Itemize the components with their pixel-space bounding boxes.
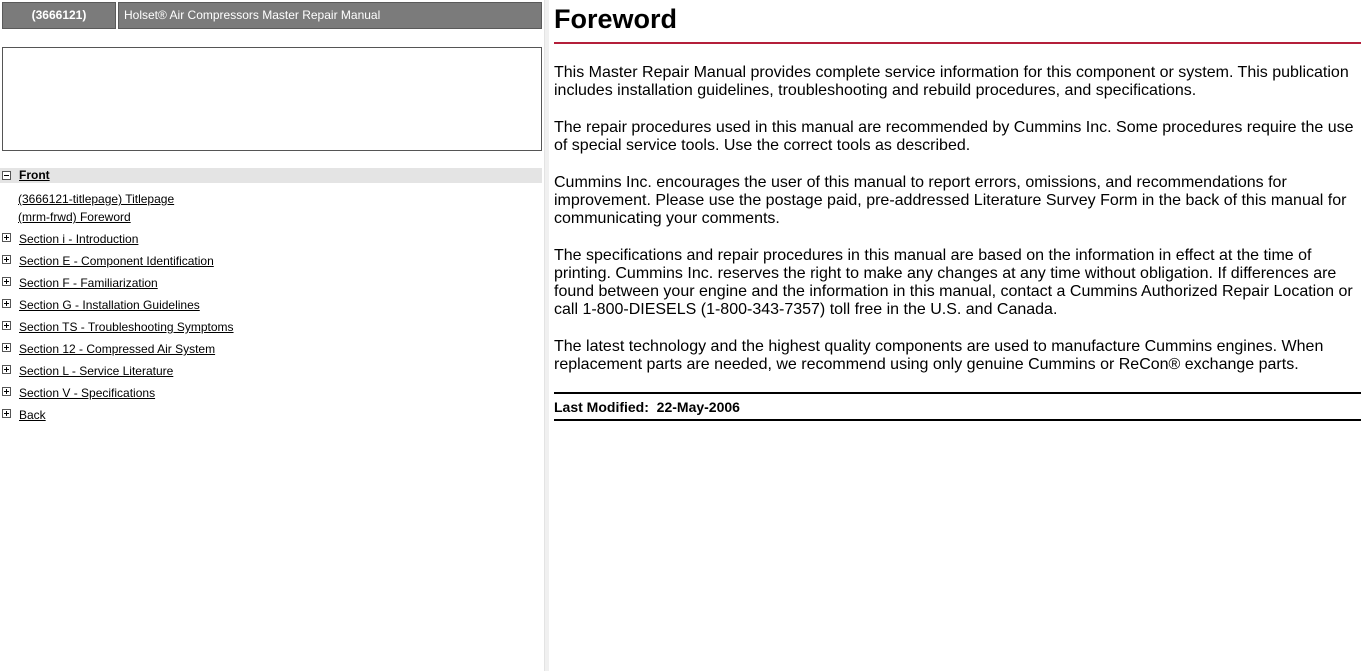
toc-link-section-i[interactable]: Section i - Introduction (19, 232, 139, 246)
toc-subitem-foreword[interactable] (0, 208, 542, 226)
toc-item-back[interactable] (0, 407, 542, 429)
toc-link-titlepage[interactable]: (3666121-titlepage) Titlepage (18, 192, 175, 206)
footer-rule (554, 392, 1361, 394)
toc-item-front[interactable] (0, 168, 542, 183)
expand-icon[interactable] (2, 299, 11, 308)
paragraph: The latest technology and the highest quality components are used to manufacture Cummins engines. When replacement parts are needed, we recommend using only genuine Cummins or ReCon® exchange parts. (554, 338, 1324, 373)
expand-icon[interactable] (2, 409, 11, 418)
page-title: Foreword (554, 4, 678, 34)
toc-item-section-12[interactable] (0, 341, 542, 363)
toc-link-section-ts[interactable]: Section TS - Troubleshooting Symptoms (19, 320, 234, 334)
toc-link-front[interactable]: Front (19, 168, 50, 182)
toc-link-section-f[interactable]: Section F - Familiarization (19, 276, 158, 290)
toc-link-section-e[interactable]: Section E - Component Identification (19, 254, 214, 268)
expand-icon[interactable] (2, 255, 11, 264)
document-number: (3666121) (2, 2, 116, 29)
paragraph: This Master Repair Manual provides complete service information for this component or system. This publication includes installation guidelines, troubleshooting and rebuild procedures, and specifications. (554, 64, 1349, 99)
paragraph: The repair procedures used in this manual are recommended by Cummins Inc. Some procedures require the use of special service tools. Use the correct tools as described. (554, 119, 1354, 154)
last-modified (554, 399, 740, 415)
expand-icon[interactable] (2, 365, 11, 374)
collapse-icon[interactable] (2, 171, 11, 180)
last-modified-date: 22-May-2006 (656, 399, 740, 415)
footer-rule (554, 419, 1361, 421)
toc-item-section-g[interactable] (0, 297, 542, 319)
toc-link-section-v[interactable]: Section V - Specifications (19, 386, 156, 400)
table-of-contents (0, 168, 542, 429)
toc-link-section-12[interactable]: Section 12 - Compressed Air System (19, 342, 216, 356)
expand-icon[interactable] (2, 277, 11, 286)
toc-link-section-g[interactable]: Section G - Installation Guidelines (19, 298, 200, 312)
expand-icon[interactable] (2, 343, 11, 352)
expand-icon[interactable] (2, 387, 11, 396)
empty-info-panel (2, 47, 542, 151)
toc-item-section-l[interactable] (0, 363, 542, 385)
content-pane (554, 0, 1361, 415)
paragraph: Cummins Inc. encourages the user of this manual to report errors, omissions, and recommendations for improvement. Please use the postage paid, pre-addressed Literature Survey Form in the back of this manual for communicating your comments. (554, 174, 1347, 227)
paragraph: The specifications and repair procedures in this manual are based on the information in effect at the time of printing. Cummins Inc. reserves the right to make any changes at any time without obligation. If differences are found between your engine and the information in this manual, contact a Cummins Authorized Repair Location or call 1-800-DIESELS (1-800-343-7357) toll free in the U.S. and Canada. (554, 247, 1353, 318)
toc-link-foreword[interactable]: (mrm-frwd) Foreword (18, 210, 131, 224)
title-rule (554, 42, 1361, 44)
toc-subitem-titlepage[interactable] (0, 190, 542, 208)
toc-link-section-l[interactable]: Section L - Service Literature (19, 364, 174, 378)
toc-item-section-v[interactable] (0, 385, 542, 407)
expand-icon[interactable] (2, 321, 11, 330)
document-title: Holset® Air Compressors Master Repair Manual (118, 2, 542, 29)
toc-item-section-i[interactable] (0, 231, 542, 253)
toc-item-section-e[interactable] (0, 253, 542, 275)
toc-item-section-f[interactable] (0, 275, 542, 297)
pane-divider[interactable] (544, 0, 549, 671)
expand-icon[interactable] (2, 233, 11, 242)
toc-item-section-ts[interactable] (0, 319, 542, 341)
last-modified-label: Last Modified: (554, 399, 649, 415)
navigation-pane (0, 0, 544, 671)
toc-link-back[interactable]: Back (19, 408, 46, 422)
